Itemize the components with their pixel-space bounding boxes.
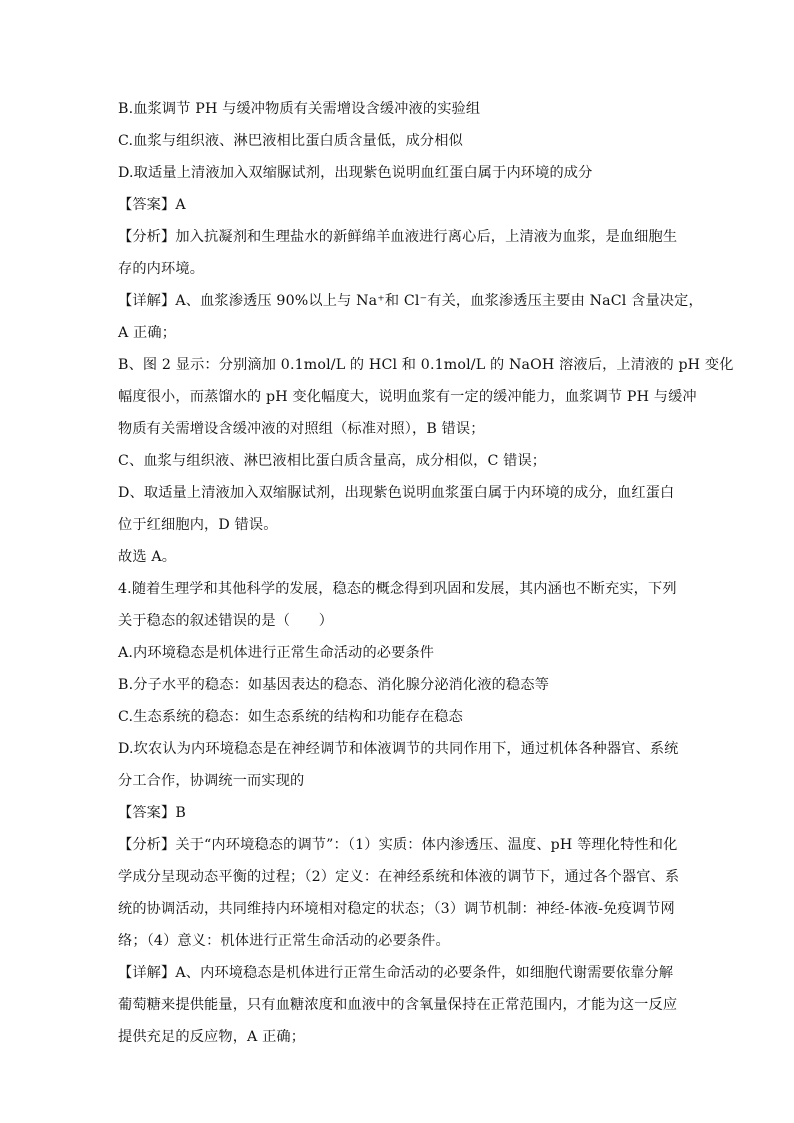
question-4-stem-line-2: 关于稳态的叙述错误的是（ ） (118, 613, 334, 629)
question-4-option-a: A.内环境稳态是机体进行正常生命活动的必要条件 (118, 645, 435, 661)
option-d-previous: D.取适量上清液加入双缩脲试剂，出现紫色说明血红蛋白属于内环境的成分 (118, 165, 593, 181)
option-c-previous: C.血浆与组织液、淋巴液相比蛋白质含量低，成分相似 (118, 133, 463, 149)
explanation-previous-a-line-2: A 正确； (118, 325, 177, 341)
question-4-option-d-line-2: 分工合作，协调统一而实现的 (118, 773, 305, 789)
question-4-analysis-line-1: 【分析】关于“内环境稳态的调节”：（1）实质：体内渗透压、温度、pH 等理化特性和化 (118, 837, 678, 853)
question-4-option-d-line-1: D.坎农认为内环境稳态是在神经调节和体液调节的共同作用下，通过机体各种器官、系统 (118, 741, 679, 757)
document-page (118, 98, 734, 1058)
question-4-answer: 【答案】B (118, 805, 186, 821)
explanation-previous-b-line-1: B、图 2 显示：分别滴加 0.1mol/L 的 HCl 和 0.1mol/L 的 NaOH 溶液后，上清液的 pH 变化 (118, 357, 734, 373)
explanation-previous-b-line-2: 幅度很小，而蒸馏水的 pH 变化幅度大，说明血浆有一定的缓冲能力，血浆调节 PH 与缓冲 (118, 389, 697, 405)
explanation-previous-a-line-1: 【详解】A、血浆渗透压 90%以上与 Na⁺和 Cl⁻有关，血浆渗透压主要由 NaCl 含量决定， (118, 293, 703, 309)
question-4-analysis-line-4: 络；（4）意义：机体进行正常生命活动的必要条件。 (118, 933, 450, 949)
conclusion-previous: 故选 A。 (118, 549, 177, 565)
question-4-explanation-line-3: 提供充足的反应物，A 正确； (118, 1029, 306, 1045)
question-4-stem-line-1: 4.随着生理学和其他科学的发展，稳态的概念得到巩固和发展，其内涵也不断充实，下列 (118, 581, 677, 597)
explanation-previous-d-line-2: 位于红细胞内，D 错误。 (118, 517, 278, 533)
explanation-previous-c: C、血浆与组织液、淋巴液相比蛋白质含量高，成分相似，C 错误； (118, 453, 547, 469)
analysis-previous-line-2: 存的内环境。 (118, 261, 205, 277)
question-4-option-b: B.分子水平的稳态：如基因表达的稳态、消化腺分泌消化液的稳态等 (118, 677, 550, 693)
question-4-analysis-line-3: 统的协调活动，共同维持内环境相对稳定的状态；（3）调节机制：神经-体液-免疫调节网 (118, 901, 675, 917)
question-4-option-c: C.生态系统的稳态：如生态系统的结构和功能存在稳态 (118, 709, 463, 725)
explanation-previous-d-line-1: D、取适量上清液加入双缩脲试剂，出现紫色说明血浆蛋白属于内环境的成分，血红蛋白 (118, 485, 675, 501)
question-4-explanation-line-2: 葡萄糖来提供能量，只有血糖浓度和血液中的含氧量保持在正常范围内，才能为这一反应 (118, 997, 678, 1013)
question-4-explanation-line-1: 【详解】A、内环境稳态是机体进行正常生命活动的必要条件，如细胞代谢需要依靠分解 (118, 965, 674, 981)
option-b-previous: B.血浆调节 PH 与缓冲物质有关需增设含缓冲液的实验组 (118, 101, 481, 117)
question-4-analysis-line-2: 学成分呈现动态平衡的过程；（2）定义：在神经系统和体液的调节下，通过各个器官、系 (118, 869, 680, 885)
answer-previous: 【答案】A (118, 197, 186, 213)
analysis-previous-line-1: 【分析】加入抗凝剂和生理盐水的新鲜绵羊血液进行离心后，上清液为血浆，是血细胞生 (118, 229, 678, 245)
explanation-previous-b-line-3: 物质有关需增设含缓冲液的对照组（标准对照），B 错误； (118, 421, 485, 437)
